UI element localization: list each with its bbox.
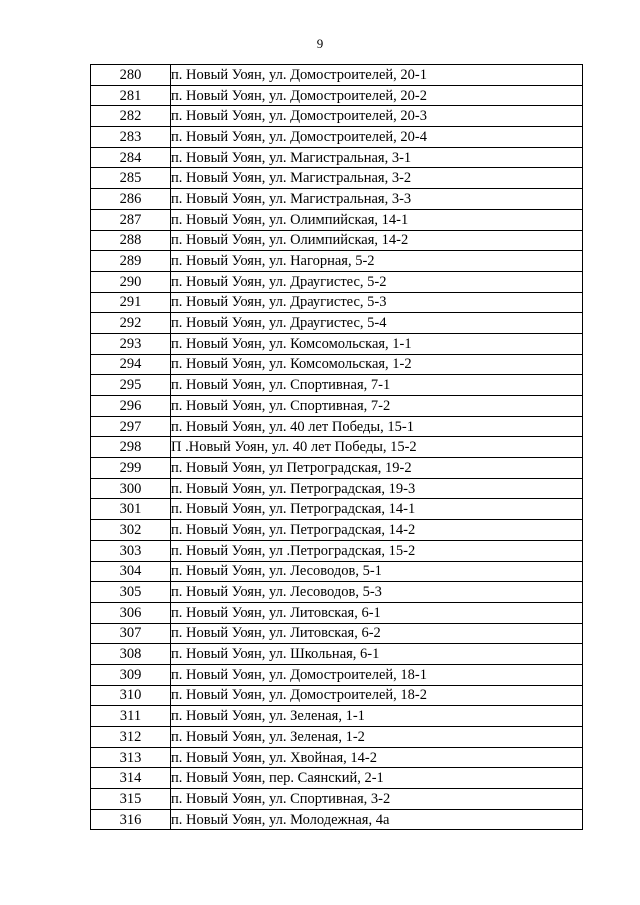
table-row bbox=[91, 747, 583, 768]
row-address: п. Новый Уоян, ул. Лесоводов, 5-1 bbox=[171, 561, 583, 582]
table-row bbox=[91, 623, 583, 644]
row-address: п. Новый Уоян, ул. Магистральная, 3-2 bbox=[171, 168, 583, 189]
row-address: п. Новый Уоян, ул. Олимпийская, 14-1 bbox=[171, 209, 583, 230]
row-number: 310 bbox=[91, 685, 171, 706]
table-row bbox=[91, 354, 583, 375]
row-address: п. Новый Уоян, ул. Драугистес, 5-3 bbox=[171, 292, 583, 313]
row-number: 300 bbox=[91, 478, 171, 499]
table-row bbox=[91, 478, 583, 499]
table-row bbox=[91, 685, 583, 706]
table-row bbox=[91, 644, 583, 665]
table-row bbox=[91, 292, 583, 313]
row-address: п. Новый Уоян, ул. Спортивная, 7-1 bbox=[171, 375, 583, 396]
row-number: 312 bbox=[91, 727, 171, 748]
row-number: 313 bbox=[91, 747, 171, 768]
row-address: П .Новый Уоян, ул. 40 лет Победы, 15-2 bbox=[171, 437, 583, 458]
row-number: 289 bbox=[91, 251, 171, 272]
row-number: 315 bbox=[91, 789, 171, 810]
row-address: п. Новый Уоян, ул. Школьная, 6-1 bbox=[171, 644, 583, 665]
row-address: п. Новый Уоян, ул. Домостроителей, 20-2 bbox=[171, 85, 583, 106]
row-address: п. Новый Уоян, ул. Комсомольская, 1-2 bbox=[171, 354, 583, 375]
row-number: 298 bbox=[91, 437, 171, 458]
table-row bbox=[91, 313, 583, 334]
table-row bbox=[91, 271, 583, 292]
table-row bbox=[91, 396, 583, 417]
row-number: 309 bbox=[91, 664, 171, 685]
table-row bbox=[91, 65, 583, 86]
row-address: п. Новый Уоян, ул. Петроградская, 19-3 bbox=[171, 478, 583, 499]
row-address: п. Новый Уоян, ул .Петроградская, 15-2 bbox=[171, 540, 583, 561]
row-number: 285 bbox=[91, 168, 171, 189]
row-address: п. Новый Уоян, ул. Лесоводов, 5-3 bbox=[171, 582, 583, 603]
row-number: 282 bbox=[91, 106, 171, 127]
row-address: п. Новый Уоян, ул. Домостроителей, 18-1 bbox=[171, 664, 583, 685]
row-number: 283 bbox=[91, 127, 171, 148]
row-number: 311 bbox=[91, 706, 171, 727]
row-number: 293 bbox=[91, 333, 171, 354]
table-row bbox=[91, 85, 583, 106]
row-address: п. Новый Уоян, ул. Нагорная, 5-2 bbox=[171, 251, 583, 272]
row-number: 295 bbox=[91, 375, 171, 396]
row-number: 280 bbox=[91, 65, 171, 86]
table-row bbox=[91, 437, 583, 458]
row-address: п. Новый Уоян, ул. Драугистес, 5-4 bbox=[171, 313, 583, 334]
row-number: 286 bbox=[91, 189, 171, 210]
row-number: 307 bbox=[91, 623, 171, 644]
page-number: 9 bbox=[316, 36, 324, 51]
row-address: п. Новый Уоян, ул. Домостроителей, 20-3 bbox=[171, 106, 583, 127]
table-row bbox=[91, 706, 583, 727]
table-row bbox=[91, 520, 583, 541]
table-row bbox=[91, 561, 583, 582]
row-address: п. Новый Уоян, ул. Драугистес, 5-2 bbox=[171, 271, 583, 292]
row-number: 299 bbox=[91, 458, 171, 479]
table-row bbox=[91, 582, 583, 603]
table-row bbox=[91, 147, 583, 168]
table-row bbox=[91, 333, 583, 354]
row-number: 314 bbox=[91, 768, 171, 789]
row-number: 292 bbox=[91, 313, 171, 334]
table-row bbox=[91, 458, 583, 479]
row-number: 305 bbox=[91, 582, 171, 603]
row-address: п. Новый Уоян, ул. Спортивная, 7-2 bbox=[171, 396, 583, 417]
row-address: п. Новый Уоян, ул. Молодежная, 4а bbox=[171, 809, 583, 830]
row-address: п. Новый Уоян, ул. Хвойная, 14-2 bbox=[171, 747, 583, 768]
row-address: п. Новый Уоян, ул Петроградская, 19-2 bbox=[171, 458, 583, 479]
table-row bbox=[91, 809, 583, 830]
table-row bbox=[91, 106, 583, 127]
row-number: 290 bbox=[91, 271, 171, 292]
table-row bbox=[91, 602, 583, 623]
row-number: 281 bbox=[91, 85, 171, 106]
table-row bbox=[91, 168, 583, 189]
row-address: п. Новый Уоян, ул. Литовская, 6-2 bbox=[171, 623, 583, 644]
row-number: 291 bbox=[91, 292, 171, 313]
row-address: п. Новый Уоян, ул. Домостроителей, 20-4 bbox=[171, 127, 583, 148]
table-row bbox=[91, 230, 583, 251]
row-address: п. Новый Уоян, ул. Петроградская, 14-1 bbox=[171, 499, 583, 520]
row-address: п. Новый Уоян, ул. Домостроителей, 18-2 bbox=[171, 685, 583, 706]
table-row bbox=[91, 499, 583, 520]
table-row bbox=[91, 251, 583, 272]
row-number: 303 bbox=[91, 540, 171, 561]
address-table bbox=[90, 64, 583, 830]
table-row bbox=[91, 127, 583, 148]
row-number: 296 bbox=[91, 396, 171, 417]
table-row bbox=[91, 540, 583, 561]
table-row bbox=[91, 416, 583, 437]
row-number: 288 bbox=[91, 230, 171, 251]
table-row bbox=[91, 209, 583, 230]
row-number: 304 bbox=[91, 561, 171, 582]
row-number: 308 bbox=[91, 644, 171, 665]
table-row bbox=[91, 768, 583, 789]
row-address: п. Новый Уоян, ул. 40 лет Победы, 15-1 bbox=[171, 416, 583, 437]
row-number: 306 bbox=[91, 602, 171, 623]
table-row bbox=[91, 789, 583, 810]
row-address: п. Новый Уоян, ул. Литовская, 6-1 bbox=[171, 602, 583, 623]
row-address: п. Новый Уоян, ул. Олимпийская, 14-2 bbox=[171, 230, 583, 251]
row-address: п. Новый Уоян, ул. Магистральная, 3-3 bbox=[171, 189, 583, 210]
row-number: 301 bbox=[91, 499, 171, 520]
table-row bbox=[91, 375, 583, 396]
table-row bbox=[91, 189, 583, 210]
row-address: п. Новый Уоян, ул. Зеленая, 1-1 bbox=[171, 706, 583, 727]
row-address: п. Новый Уоян, ул. Спортивная, 3-2 bbox=[171, 789, 583, 810]
row-address: п. Новый Уоян, ул. Зеленая, 1-2 bbox=[171, 727, 583, 748]
row-address: п. Новый Уоян, пер. Саянский, 2-1 bbox=[171, 768, 583, 789]
row-address: п. Новый Уоян, ул. Петроградская, 14-2 bbox=[171, 520, 583, 541]
row-number: 287 bbox=[91, 209, 171, 230]
table-row bbox=[91, 664, 583, 685]
row-number: 316 bbox=[91, 809, 171, 830]
row-number: 294 bbox=[91, 354, 171, 375]
row-number: 297 bbox=[91, 416, 171, 437]
row-address: п. Новый Уоян, ул. Комсомольская, 1-1 bbox=[171, 333, 583, 354]
address-table-body bbox=[91, 65, 583, 830]
table-row bbox=[91, 727, 583, 748]
row-address: п. Новый Уоян, ул. Домостроителей, 20-1 bbox=[171, 65, 583, 86]
row-number: 284 bbox=[91, 147, 171, 168]
row-number: 302 bbox=[91, 520, 171, 541]
row-address: п. Новый Уоян, ул. Магистральная, 3-1 bbox=[171, 147, 583, 168]
